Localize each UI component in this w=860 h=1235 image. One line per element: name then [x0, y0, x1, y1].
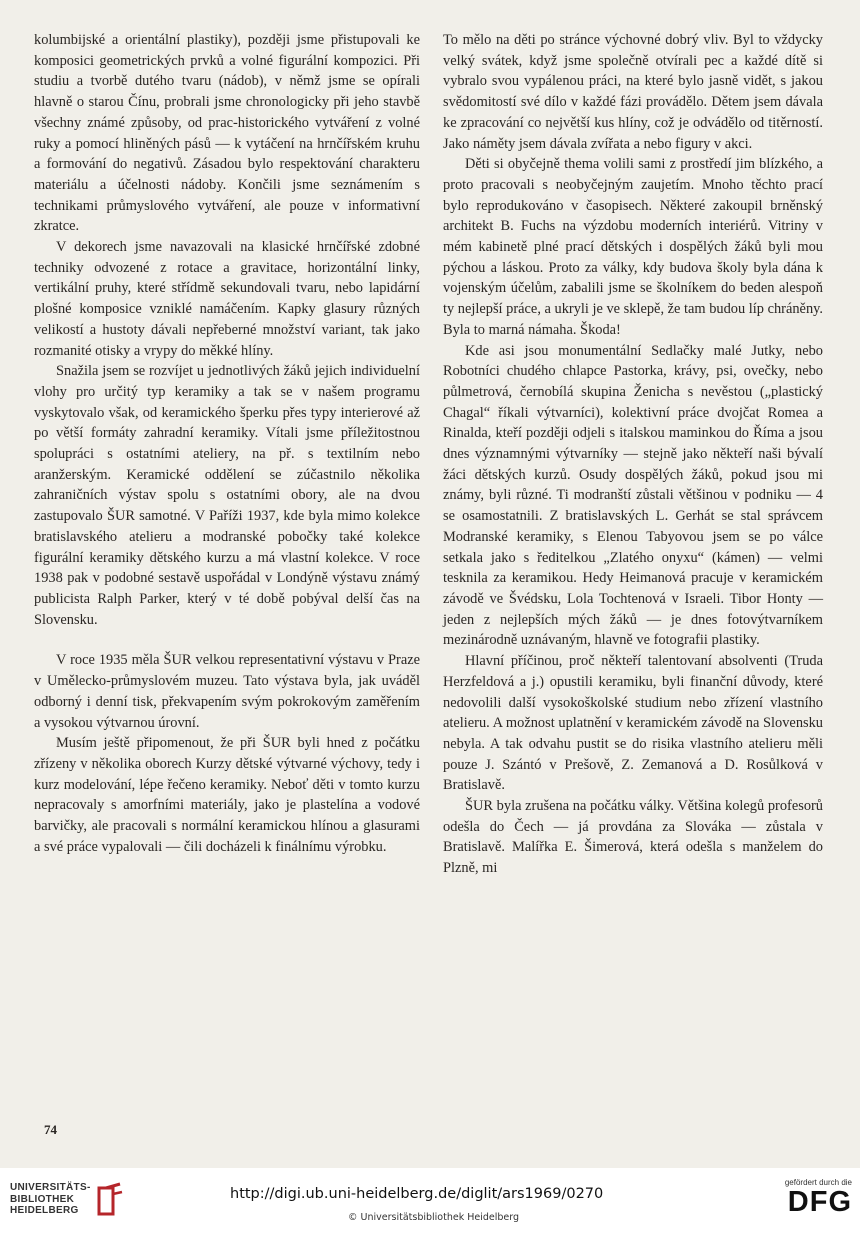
paragraph: Snažila jsem se rozvíjet u jednotlivých žáků jejich individuelní vlohy pro určitý typ keramiky a tak se v našem programu vyskytovalo však, od keramického šperku přes typy interierové až po větší formáty zahradní keramiky. Vítali jsme příležitostnou spolupráci s ostatními ateliery, na př. s textilním nebo aranžerským. Keramické oddělení se zúčastnilo několika zahraničních výstav spolu s ostatními obory, ale na dvou zastupovalo ŠUR samotné. V Paříži 1937, kde byla mimo kolekce bratislavského atelieru a modranské pobočky také kolekce figurální keramiky dětského kurzu a má vlastní kolekce. V roce 1938 pak v podobné sestavě uspořádal v Londýně výstavu známý publicista Ralph Parker, který v té době pobýval delší čas na Slovensku. — [34, 363, 420, 628]
book-emblem-icon — [90, 1182, 126, 1218]
paragraph: Kde asi jsou monumentální Sedlačky malé Jutky, nebo Robotníci chudého chlapce Pastorka, krávy, psi, ovečky, nebo půlmetrová, černobílá skupina Ženicha s nevěstou („plastický Chagal“ říkali výtvarníci), kolektivní práce dvojčat Romea a Rinalda, kteří později odjeli s italskou maminkou do Říma a jsou dnes významnými výtvarníky — stejně jako někteří naši bývalí žáci dětských kurzů. Osudy dospělých žáků, pokud jsou mi známy, byli různé. Ti modranští zůstali většinou v podniku — 4 se osamostatnili. Z bratislavských L. Gerhát se stal správcem Modranské keramiky, s Elenou Tabyovou jsem se po válce setkala jako s ředitelkou „Zlatého onyxu“ (kámen) — velmi tesknila za keramikou. Hedy Heimanová pracuje v keramickém závodě ve Švédsku, Lola Tochtenová v Israeli. Tibor Honty — jeden z nejlepších mých žáků — je dnes fotovýtvarníkem mezinárodně uznávaným, hlavně ve fotografii plastiky. — [443, 342, 823, 649]
paragraph: ŠUR byla zrušena na počátku války. Většina kolegů profesorů odešla do Čech — já provdána za Slováka — zůstala v Bratislavě. Malířka E. Šimerová, která odešla s manželem do Plzně, mi — [443, 798, 823, 877]
paragraph: To mělo na děti po stránce výchovné dobrý vliv. Byl to vždycky velký svátek, když jsme společně otvírali pec a každé dítě si vybralo svou vypálenou práci, na které bylo jasně vidět, s jakou svědomitostí své dílo v každé fázi provádělo. Dětem jsem dávala ke zpracování co největší kus hlíny, což je odvádělo od titěrností. Jako náměty jsem dávala zvířata a nebo figury v akci. — [443, 32, 823, 152]
paragraph: kolumbijské a orientální plastiky), později jsme přistupovali ke komposici geometrických prvků a volné figurální kompozici. Při studiu a tvorbě dutého tvaru (nádob), v němž jsme se opírali hlavně o starou Čínu, probrali jsme chronologicky při jeho stavbě všechny známé způsoby, od prac-historického vytváření z volné ruky a pomocí hliněných pásů — k vytáčení na hrnčířském kruhu a formování do negativů. Zásadou bylo respektování charakteru materiálu a účelnosti nádoby. Končili jsme seznámením s technikami průmyslového vytváření, ale pouze v informativní zkratce. — [34, 32, 420, 235]
left-text-column — [34, 30, 420, 857]
paragraph: Děti si obyčejně thema volili sami z prostředí jim blízkého, a proto pracovali s neobyčejným zaujetím. Mnoho těchto prací bylo reprodukováno v časopisech. Některé zakoupil brněnský architekt B. Fuchs na výzdobu moderních interiérů. Vitriny v mém kabinetě plné prací dětských i dospělých žáků byli mou pýchou a láskou. Proto za války, kdy budova školy byla dána k vojenským účelům, zabalili jsme se školníkem do beden alespoň ty nejlepší práce, a ukryli je ve sklepě, že tam budou líp chráněny. Byla to marná námaha. Škoda! — [443, 156, 823, 338]
page-number: 74 — [44, 1122, 57, 1137]
paragraph: Hlavní příčinou, proč někteří talentovaní absolventi (Truda Herzfeldová a j.) opustili keramiku, byli finanční důvody, které nedovolili další vysokoškolské studium nebo zřízení vlastního atelieru. A možnost uplatnění v keramickém závodě na Slovensku nebyla. A tak odvahu pustit se do risika vlastního atelieru měli pouze J. Szántó v Prešově, Z. Zemanová a D. Rosůlková v Bratislavě. — [443, 653, 823, 794]
library-logo[interactable] — [10, 1182, 125, 1222]
dfg-wordmark: DFG — [787, 1186, 852, 1218]
source-url-link[interactable]: http://digi.ub.uni-heidelberg.de/diglit/ars1969/0270 — [230, 1186, 604, 1202]
logo-line-3: HEIDELBERG — [10, 1205, 79, 1216]
logo-line-1: UNIVERSITÄTS- — [10, 1182, 91, 1193]
section-gap — [34, 630, 420, 650]
paragraph: V dekorech jsme navazovali na klasické hrnčířské zdobné techniky odvozené z rotace a gravitace, horizontální linky, vertikální pruhy, které střídmě sekundovali tvaru, nebo lapidární plošné komposice vzniklé namáčením. Kapky glasury různých velikostí a hustoty dávali nepřeberné množství variant, tak jako rozmanité otisky a vrypy do měkké hlíny. — [34, 239, 420, 359]
logo-line-2: BIBLIOTHEK — [10, 1193, 75, 1205]
copyright-text: © Universitätsbibliothek Heidelberg — [348, 1212, 520, 1223]
dfg-logo — [762, 1178, 852, 1228]
dfg-caption: gefördert durch die — [784, 1178, 852, 1187]
footer-bar — [0, 1168, 860, 1235]
right-text-column — [443, 30, 823, 879]
paragraph: Musím ještě připomenout, že při ŠUR byli hned z počátku zřízeny v několika oborech Kurzy dětské výtvarné výchovy, tedy i kurz modelování, lépe řečeno keramiky. Neboť děti v tomto kurzu nepracovaly s amorfními materiály, jako je plastelína a vodové barvičky, ale pracovali s normální keramickou hlínou a glasurami a své práce vypalovali — čili docházeli k finálnímu výrobku. — [34, 735, 420, 855]
paragraph: V roce 1935 měla ŠUR velkou representativní výstavu v Praze v Umělecko-průmyslovém muzeu. Tato výstava byla, jak uváděl odborný i denní tisk, překvapením svým pokrokovým zaměřením a vysokou výtvarnou úrovní. — [34, 652, 420, 731]
